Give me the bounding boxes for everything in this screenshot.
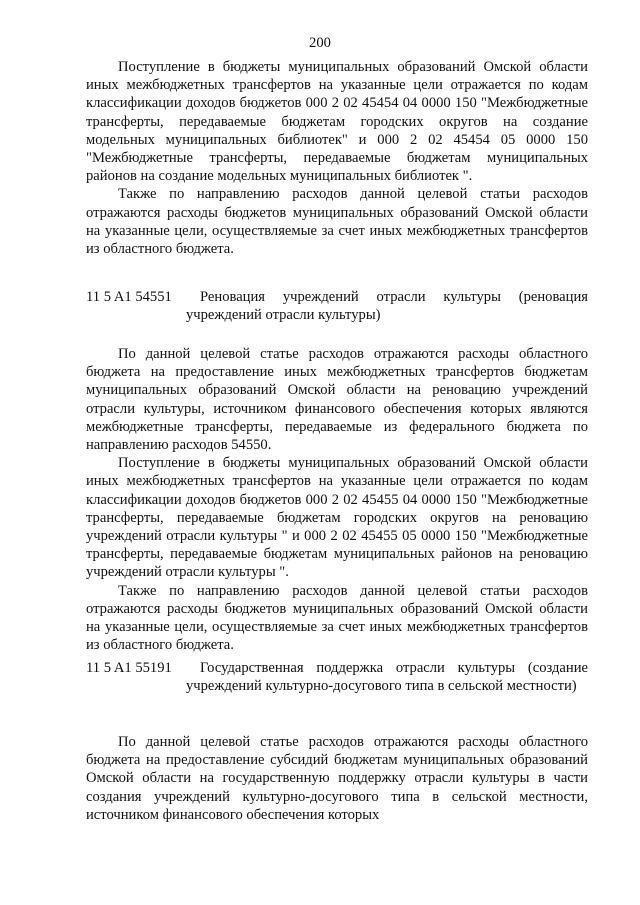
text-block-1 [86,58,588,258]
text-block-3 [86,733,588,824]
section-code: 11 5 A1 54551 [86,289,172,305]
section-heading-1 [86,288,588,324]
paragraph: По данной целевой статье расходов отражаются расходы областного бюджета на предоставление субсидий бюджетам муниципальных образований Омской области на государственную поддержку отрасли культуры в части создания учреждений культурно-досугового типа в сельской местности, источником финансового обеспечения которых [86,734,588,823]
page-number: 200 [309,35,331,51]
section-code: 11 5 A1 55191 [86,660,172,676]
section-heading-2 [86,659,588,695]
section-title: Государственная поддержка отрасли культуры (создание учреждений культурно-досугового типа в сельской местности) [186,660,588,695]
paragraph: Поступление в бюджеты муниципальных образований Омской области иных межбюджетных трансфертов на указанные цели отражается по кодам классификации доходов бюджетов 000 2 02 45454 04 0000 150 "Межбюджетные трансферты, передаваемые бюджетам городских округов на создание модельных муниципальных библиотек" и 000 2 02 45454 05 0000 150 "Межбюджетные трансферты, передаваемые бюджетам муниципальных районов на создание модельных муниципальных библиотек ". [86,59,588,185]
section-title: Реновация учреждений отрасли культуры (реновация учреждений отрасли культуры) [186,289,588,324]
paragraph: По данной целевой статье расходов отражаются расходы областного бюджета на предоставление иных межбюджетных трансфертов бюджетам муниципальных образований Омской области на реновацию учреждений отрасли культуры, источником финансового обеспечения которых являются межбюджетные трансферты, передаваемые из федерального бюджета по направлению расходов 54550. [86,346,588,454]
paragraph: Поступление в бюджеты муниципальных образований Омской области иных межбюджетных трансфертов на указанные цели отражается по кодам классификации доходов бюджетов 000 2 02 45455 04 0000 150 "Межбюджетные трансферты, передаваемые бюджетам городских округов на реновацию учреждений отрасли культуры " и 000 2 02 45455 05 0000 150 "Межбюджетные трансферты, передаваемые бюджетам муниципальных районов на реновацию учреждений отрасли культуры ". [86,455,588,581]
paragraph: Также по направлению расходов данной целевой статьи расходов отражаются расходы бюджетов муниципальных образований Омской области на указанные цели, осуществляемые за счет иных межбюджетных трансфертов из областного бюджета. [86,582,588,654]
text-block-2 [86,345,588,654]
paragraph: Также по направлению расходов данной целевой статьи расходов отражаются расходы бюджетов муниципальных образований Омской области на указанные цели, осуществляемые за счет иных межбюджетных трансфертов из областного бюджета. [86,186,588,258]
